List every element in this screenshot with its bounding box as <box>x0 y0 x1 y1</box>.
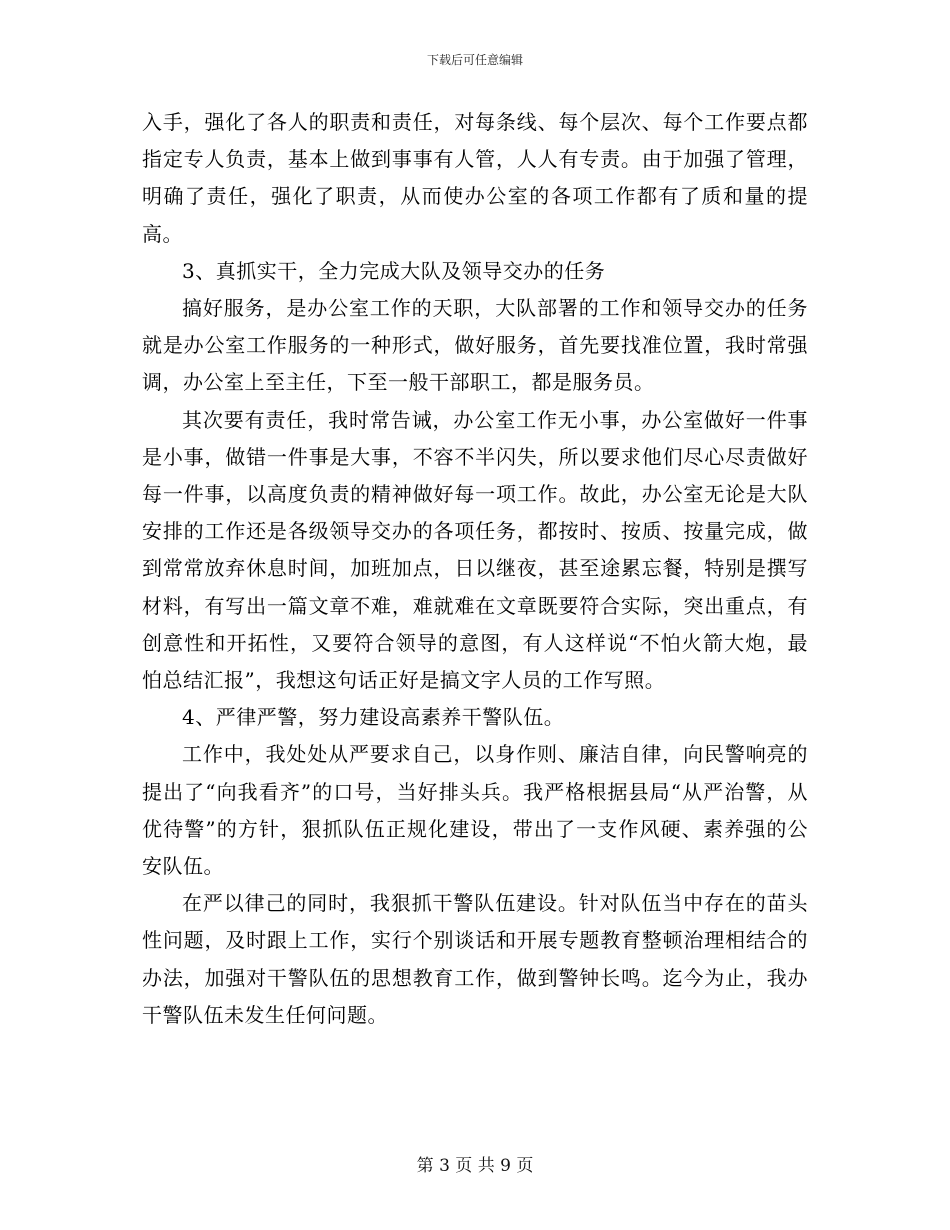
section-heading-3: 3、真抓实干，全力完成大队及领导交办的任务 <box>182 258 606 283</box>
page-footer <box>0 1155 950 1177</box>
section-heading-4: 4、严律严警，努力建设高素养干警队伍。 <box>182 705 565 730</box>
paragraph-self-discipline: 工作中，我处处从严要求自己，以身作则、廉洁自律，向民警响亮的提出了“向我看齐”的口号，当好排头兵。我严格根据县局“从严治警，从优待警”的方针，狠抓队伍正规化建设，带出了一支作风硬、素养强的公安队伍。 <box>142 742 808 879</box>
footer-current-page: 3 <box>439 1156 450 1176</box>
paragraph-continuation: 入手，强化了各人的职责和责任，对每条线、每个层次、每个工作要点都指定专人负责，基本上做到事事有人管，人人有专责。由于加强了管理，明确了责任，强化了职责，从而使办公室的各项工作都有了质和量的提高。 <box>142 110 808 246</box>
paragraph-responsibility: 其次要有责任，我时常告诫，办公室工作无小事，办公室做好一件事是小事，做错一件事是大事，不容不半闪失，所以要求他们尽心尽责做好每一件事，以高度负责的精神做好每一项工作。故此，办公室无论是大队安排的工作还是各级领导交办的各项任务，都按时、按质、按量完成，做到常常放弃休息时间，加班加点，日以继夜，甚至途累忘餐，特别是撰写材料，有写出一篇文章不难，难就难在文章既要符合实际，突出重点，有创意性和开拓性，又要符合领导的意图，有人这样说“不怕火箭大炮，最怕总结汇报”，我想这句话正好是搞文字人员的工作写照。 <box>142 407 808 693</box>
paragraph-team-building: 在严以律己的同时，我狠抓干警队伍建设。针对队伍当中存在的苗头性问题，及时跟上工作，实行个别谈话和开展专题教育整顿治理相结合的办法，加强对干警队伍的思想教育工作，做到警钟长鸣。迄今为止，我办干警队伍未发生任何问题。 <box>142 891 808 1027</box>
footer-suffix: 页 <box>516 1156 534 1176</box>
paragraph-service: 搞好服务，是办公室工作的天职，大队部署的工作和领导交办的任务就是办公室工作服务的一种形式，做好服务，首先要找准位置，我时常强调，办公室上至主任，下至一般干部职工，都是服务员。 <box>142 296 808 395</box>
footer-page-label: 页 <box>455 1156 473 1176</box>
footer-prefix: 第 <box>416 1156 434 1176</box>
footer-total-label: 共 <box>477 1156 495 1176</box>
page-header: 下载后可任意编辑 <box>426 53 523 67</box>
document-body <box>142 104 808 1034</box>
footer-total-pages: 9 <box>500 1156 511 1176</box>
